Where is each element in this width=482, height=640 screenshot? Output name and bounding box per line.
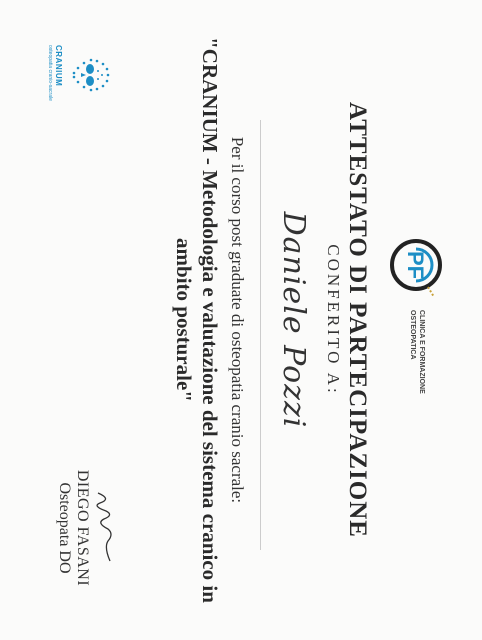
cranium-skull-icon — [68, 45, 116, 105]
course-name: "CRANIUM - Metodologia e valutazione del sistema cranico in ambito posturale" — [172, 37, 222, 603]
pf-logo-text: CLINICA E FORMAZIONE OSTEOPATICA — [409, 310, 425, 394]
certificate-title: ATTESTATO DI PARTECIPAZIONE — [344, 102, 371, 538]
svg-text:PF: PF — [403, 250, 428, 280]
course-intro: Per il corso post graduate di osteopatia cranio sacrale: — [228, 136, 247, 504]
cranium-logo-subtitle: osteopatia cranio-sacrale — [47, 45, 53, 101]
conferred-label: CONFERITO A: — [324, 244, 343, 396]
signer-title: Osteopata DO — [56, 482, 73, 574]
signer-name: DIEGO FASANI — [74, 469, 91, 587]
signer-block — [55, 468, 91, 588]
certificate — [21, 20, 461, 620]
signature-icon — [90, 488, 116, 568]
recipient-name: Daniele Pozzi — [276, 211, 311, 429]
pf-logo-icon — [386, 235, 446, 307]
cranium-logo-name: CRANIUM — [54, 45, 63, 87]
divider — [260, 120, 261, 550]
